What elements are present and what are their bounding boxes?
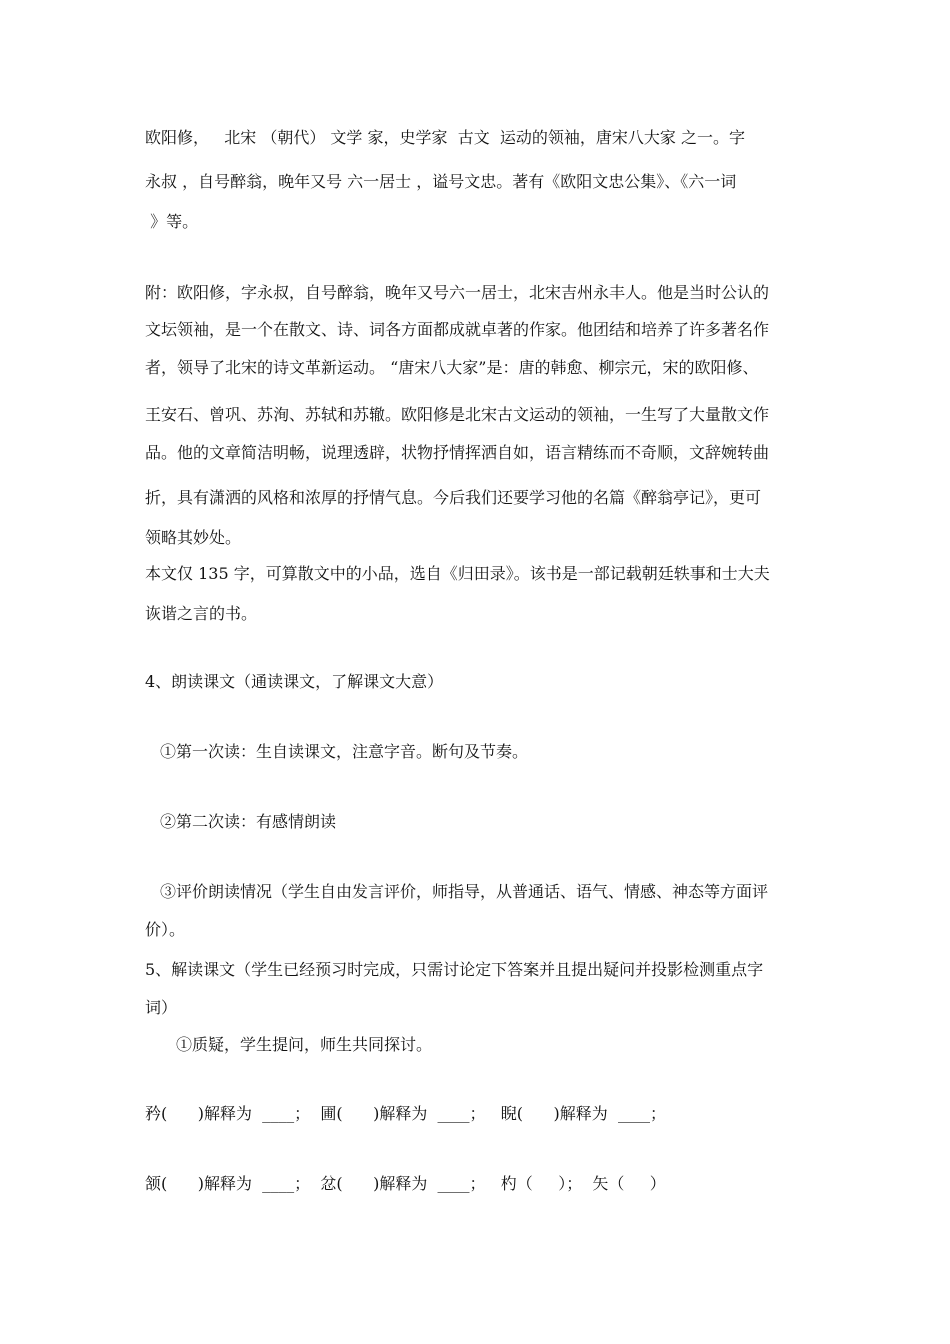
appendix-line-3: 者，领导了北宋的诗文革新运动。 “唐宋八大家”是：唐的韩愈、柳宗元，宋的欧阳修、: [145, 358, 759, 377]
fill-in-row-2: 颔( )解释为 ____； 忿( )解释为 ____； 杓（ ）； 矢（ ）: [145, 1174, 666, 1193]
appendix-line-1: 附：欧阳修，字永叔，自号醉翁，晚年又号六一居士，北宋吉州永丰人。他是当时公认的: [145, 283, 770, 302]
fill-in-row-1: 矜( )解释为 ____； 圃( )解释为 ____； 睨( )解释为 ____；: [145, 1104, 666, 1123]
section4-item-3a: ③评价朗读情况（学生自由发言评价，师指导，从普通话、语气、情感、神态等方面评: [160, 882, 769, 901]
appendix-line-7: 领略其妙处。: [145, 528, 242, 547]
appendix-line-2: 文坛领袖，是一个在散文、诗、词各方面都成就卓著的作家。他团结和培养了许多著名作: [145, 320, 770, 339]
section5-heading-a: 5、解读课文（学生已经预习时完成，只需讨论定下答案并且提出疑问并投影检测重点字: [145, 960, 764, 979]
appendix-line-5: 品。他的文章简洁明畅，说理透辟，状物抒情挥洒自如，语言精练而不奇顺，文辞婉转曲: [145, 443, 770, 462]
appendix-line-9: 诙谐之言的书。: [145, 604, 258, 623]
section4-heading: 4、朗读课文（通读课文，了解课文大意）: [145, 672, 444, 691]
intro-line-2: 永叔 ，自号醉翁，晚年又号 六一居士 ，谥号文忠。著有《欧阳文忠公集》、《六一词: [145, 172, 737, 191]
intro-line-1: 欧阳修， 北宋 （朝代） 文学 家，史学家 古文 运动的领袖，唐宋八大家 之一。字: [145, 128, 745, 147]
section5-item-1: ①质疑，学生提问，师生共同探讨。: [176, 1035, 433, 1054]
appendix-line-8: 本文仅 135 字，可算散文中的小品，选自《归田录》。该书是一部记载朝廷轶事和士大夫: [145, 564, 770, 583]
intro-line-3: 》等。: [145, 212, 199, 231]
section4-item-2: ②第二次读：有感情朗读: [160, 812, 337, 831]
appendix-line-6: 折，具有潇洒的风格和浓厚的抒情气息。今后我们还要学习他的名篇《醉翁亭记》，更可: [145, 488, 762, 507]
appendix-line-4: 王安石、曾巩、苏洵、苏轼和苏辙。欧阳修是北宋古文运动的领袖，一生写了大量散文作: [145, 405, 770, 424]
section4-item-3b: 价）。: [145, 920, 186, 939]
section4-item-1: ①第一次读：生自读课文，注意字音。断句及节奏。: [160, 742, 529, 761]
section5-heading-b: 词）: [145, 998, 178, 1017]
